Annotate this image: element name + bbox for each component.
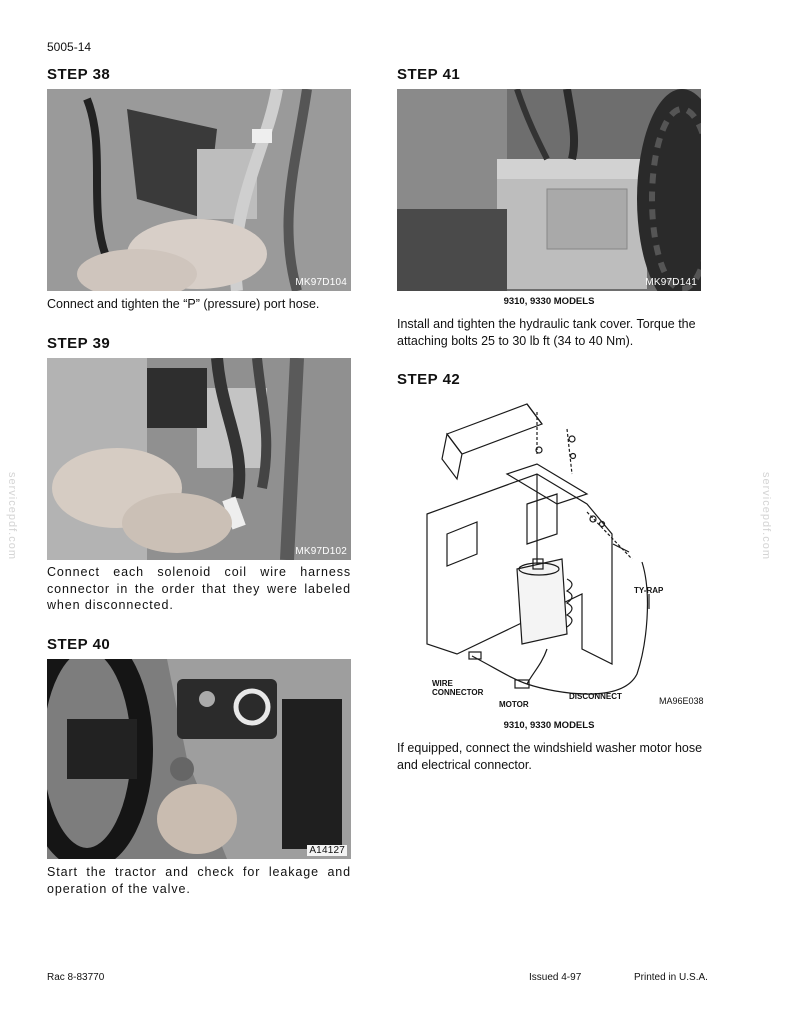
step-41-text: Install and tighten the hydraulic tank cover. Torque the attaching bolts 25 to 30 lb ft (34 to 40 Nm). [397, 317, 696, 348]
step-39-heading: STEP 39 [47, 335, 111, 352]
footer-printed: Printed in U.S.A. [634, 972, 708, 983]
step-41-caption: 9310, 9330 MODELS [503, 296, 595, 307]
step-41-figure-id: MK97D141 [645, 277, 697, 288]
step-39-photo [47, 358, 351, 560]
watermark-right: servicepdf.com [759, 472, 772, 560]
step-39-text: Connect each solenoid coil wire harness connector in the order that they were labeled when disconnected. [47, 565, 351, 612]
washer-tank-diagram [397, 394, 707, 714]
step-38-figure-id: MK97D104 [295, 277, 347, 288]
step-39-figure-id: MK97D102 [295, 546, 347, 557]
watermark-left: servicepdf.com [5, 472, 18, 560]
callout-ty-rap: TY-RAP [634, 586, 664, 595]
step-40-figure-id: A14127 [309, 845, 345, 856]
callout-disconnect: DISCONNECT [569, 692, 622, 701]
step-40-text: Start the tractor and check for leakage and operation of the valve. [47, 865, 351, 896]
footer-issued: Issued 4-97 [529, 972, 582, 983]
step-42-text: If equipped, connect the windshield washer motor hose and electrical connector. [397, 741, 703, 772]
page-number: 5005-14 [47, 40, 92, 54]
step-38-photo [47, 89, 351, 291]
step-38-text: Connect and tighten the “P” (pressure) port hose. [47, 297, 320, 311]
step-42-caption: 9310, 9330 MODELS [503, 720, 595, 731]
step-41-photo [397, 89, 701, 291]
step-42-figure-id: MA96E038 [659, 696, 704, 706]
callout-motor: MOTOR [499, 700, 529, 709]
step-40-heading: STEP 40 [47, 636, 111, 653]
step-40-photo [47, 659, 351, 859]
step-38-heading: STEP 38 [47, 66, 111, 83]
step-42-heading: STEP 42 [397, 371, 461, 388]
step-41-heading: STEP 41 [397, 66, 461, 83]
footer-doc-ref: Rac 8-83770 [47, 972, 105, 983]
step-42-diagram [397, 394, 707, 714]
callout-wire-connector: WIRE CONNECTOR [432, 679, 484, 697]
